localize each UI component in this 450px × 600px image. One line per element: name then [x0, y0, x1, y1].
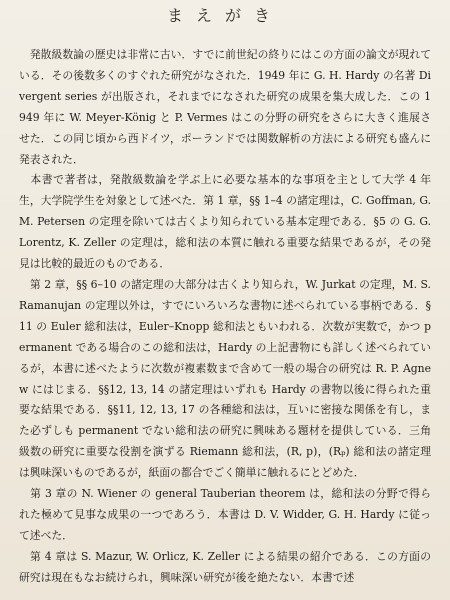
paragraph-chapter-4: 第 4 章は S. Mazur, W. Orlicz, K. Zeller による結果の紹介である．この方面の研究は現在もなお続けられ，興味深い研究が後を絶たない．本書で述 — [19, 549, 431, 584]
paragraph-chapter-3: 第 3 章の N. Wiener の general Tauberian theorem は，総和法の分野で得られた極めて見事な成果の一つであろう．本書は D. V. Widder, G. H. Hardy に従って述べた． — [19, 487, 431, 542]
paragraph-history: 発散級数論の歴史は非常に古い．すでに前世紀の終りにはこの方面の論文が現れている．その後数多くのすぐれた研究がなされた．1949 年に G. H. Hardy の名著 Divergent series が出版され，それまでになされた研究の成果を集大成した．この 1949 年に W. Meyer-König と P. Vermes はこの分野の研究をさらに大きく進展させた．この同じ頃から西ドイツ，ポーランドでは関数解析の方法による研究も盛んに発表された． — [19, 48, 431, 166]
paragraph-chapter-1: 本書で著者は，発散級数論を学ぶ上に必要な基本的な事項を主として大学 4 年生，大学院学生を対象として述べた．第 1 章，§§ 1–4 の諸定理は，C. Goffman, G. M. Petersen の定理を除いては古くより知られている基本定理である．§5 の G. G. Lorentz, K. Zeller の定理は，総和法の本質に触れる重要な結果であるが，その発見は比較的最近のものである． — [19, 173, 431, 271]
page-title: まえがき — [166, 6, 283, 25]
paragraph-chapter-2: 第 2 章，§§ 6–10 の諸定理の大部分は古くより知られ，W. Jurkat の定理，M. S. Ramanujan の定理以外は，すでにいろいろな書物に述べられている事柄である．§11 の Euler 総和法は，Euler–Knopp 総和法ともいわれる．次数が実数で，かつ permanent である場合のこの総和法は，Hardy の上記書物にも詳しく述べられているが，本書に述べたように次数が複素数まで含めて一般の場合の研究は R. P. Agnew にはじまる．§§12, 13, 14 の諸定理はいずれも Hardy の書物以後に得られた重要な結果である．§§11, 12, 13, 17 の各種総和法は，互いに密接な関係を有し，また必ずしも permanent でない総和法の研究に興味ある題材を提供している．三角級数の研究に重要な役割を演ずる Riemann 総和法，(R, p)，(Rₚ) 総和法の諸定理は興味深いものであるが，紙面の都合でごく簡単に触れるにとどめた． — [19, 277, 431, 480]
preface-body — [19, 45, 431, 589]
